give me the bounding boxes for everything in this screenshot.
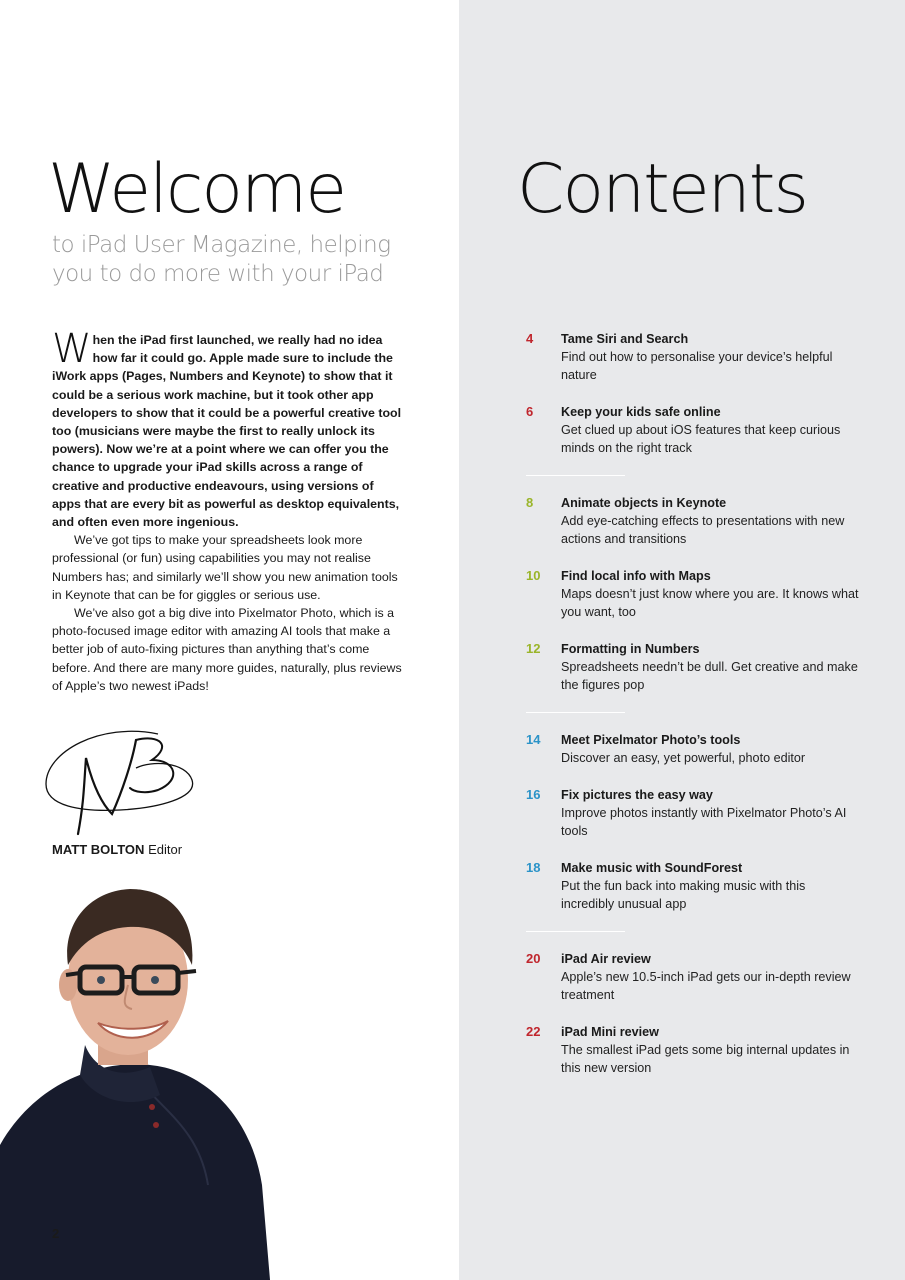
editor-signature (40, 722, 200, 840)
editorial-paragraph: We’ve also got a big dive into Pixelmator Photo, which is a photo-focused image editor with amazing AI tools that make a better job of auto-fixing pictures than anything that’s come before. And there are many more guides, naturally, plus reviews of Apple’s two newest iPads! (52, 606, 402, 693)
toc-heading: Find local info with Maps (561, 569, 711, 583)
toc-page-number: 14 (526, 732, 541, 747)
page-number: 2 (52, 1226, 60, 1241)
toc-description: Spreadsheets needn’t be dull. Get creative and make the figures pop (561, 660, 858, 693)
toc-description: Discover an easy, yet powerful, photo editor (561, 751, 806, 766)
toc-page-number: 20 (526, 951, 541, 966)
toc-text (561, 731, 861, 767)
drop-cap: W (52, 326, 92, 372)
section-divider (526, 712, 625, 713)
toc-heading: Formatting in Numbers (561, 642, 700, 656)
editor-role: Editor (148, 842, 183, 857)
toc-page-number: 6 (526, 404, 534, 419)
toc-text (561, 1023, 861, 1078)
toc-description: The smallest iPad gets some big internal updates in this new version (561, 1043, 850, 1076)
toc-heading: iPad Mini review (561, 1025, 659, 1039)
toc-description: Maps doesn’t just know where you are. It knows what you want, too (561, 587, 859, 620)
editorial-paragraph: We’ve got tips to make your spreadsheets look more professional (or fun) using capabilities you may not realise Numbers has; and similarly we’ll show you new animation tools in Keynote that can be for giggles or serious use. (52, 533, 398, 602)
toc-page-number: 4 (526, 331, 534, 346)
toc-page-number: 16 (526, 787, 541, 802)
section-divider (526, 931, 625, 932)
toc-page-number: 10 (526, 568, 541, 583)
editorial-lead-paragraph (52, 326, 404, 531)
toc-description: Find out how to personalise your device’s helpful nature (561, 350, 833, 383)
section-divider (526, 475, 625, 476)
toc-text (561, 330, 861, 385)
toc-text (561, 567, 861, 622)
welcome-subtitle: to iPad User Magazine, helping you to do more with your iPad (52, 232, 391, 287)
toc-heading: iPad Air review (561, 952, 651, 966)
toc-page-number: 22 (526, 1024, 541, 1039)
toc-description: Put the fun back into making music with this incredibly unusual app (561, 879, 806, 912)
toc-heading: Make music with SoundForest (561, 861, 743, 875)
toc-text (561, 859, 861, 914)
editorial-body (52, 326, 404, 695)
toc-text (561, 403, 861, 458)
toc-heading: Fix pictures the easy way (561, 788, 713, 802)
toc-text (561, 950, 861, 1005)
toc-description: Apple’s new 10.5-inch iPad gets our in-depth review treatment (561, 970, 851, 1003)
toc-description: Add eye-catching effects to presentations with new actions and transitions (561, 514, 845, 547)
toc-description: Improve photos instantly with Pixelmator Photo’s AI tools (561, 806, 847, 839)
toc-text (561, 786, 861, 841)
editor-credit (52, 842, 182, 858)
toc-heading: Animate objects in Keynote (561, 496, 727, 510)
toc-page-number: 12 (526, 641, 541, 656)
contents-title: Contents (517, 150, 807, 229)
lead-text: hen the iPad first launched, we really had no idea how far it could go. Apple made sure to include the iWork apps (Pages, Numbers and Keynote) to show that it could be a serious work machine, but it took other app developers to show that it could be a powerful creative tool too (musicians were maybe the first to really unlock its powers). Now we’re at a point where we can offer you the chance to upgrade your iPad skills across a range of creative and productive endeavours, using versions of apps that are every bit as powerful as desktop equivalents, and often even more ingenious. (52, 333, 402, 530)
toc-text (561, 640, 861, 695)
toc-heading: Keep your kids safe online (561, 405, 721, 419)
toc-text (561, 494, 861, 549)
editor-name: MATT BOLTON (52, 842, 145, 857)
toc-page-number: 18 (526, 860, 541, 875)
toc-description: Get clued up about iOS features that keep curious minds on the right track (561, 423, 841, 456)
welcome-title: Welcome (48, 150, 346, 229)
toc-page-number: 8 (526, 495, 534, 510)
editor-portrait (0, 885, 300, 1280)
toc-heading: Tame Siri and Search (561, 332, 689, 346)
toc-heading: Meet Pixelmator Photo’s tools (561, 733, 741, 747)
